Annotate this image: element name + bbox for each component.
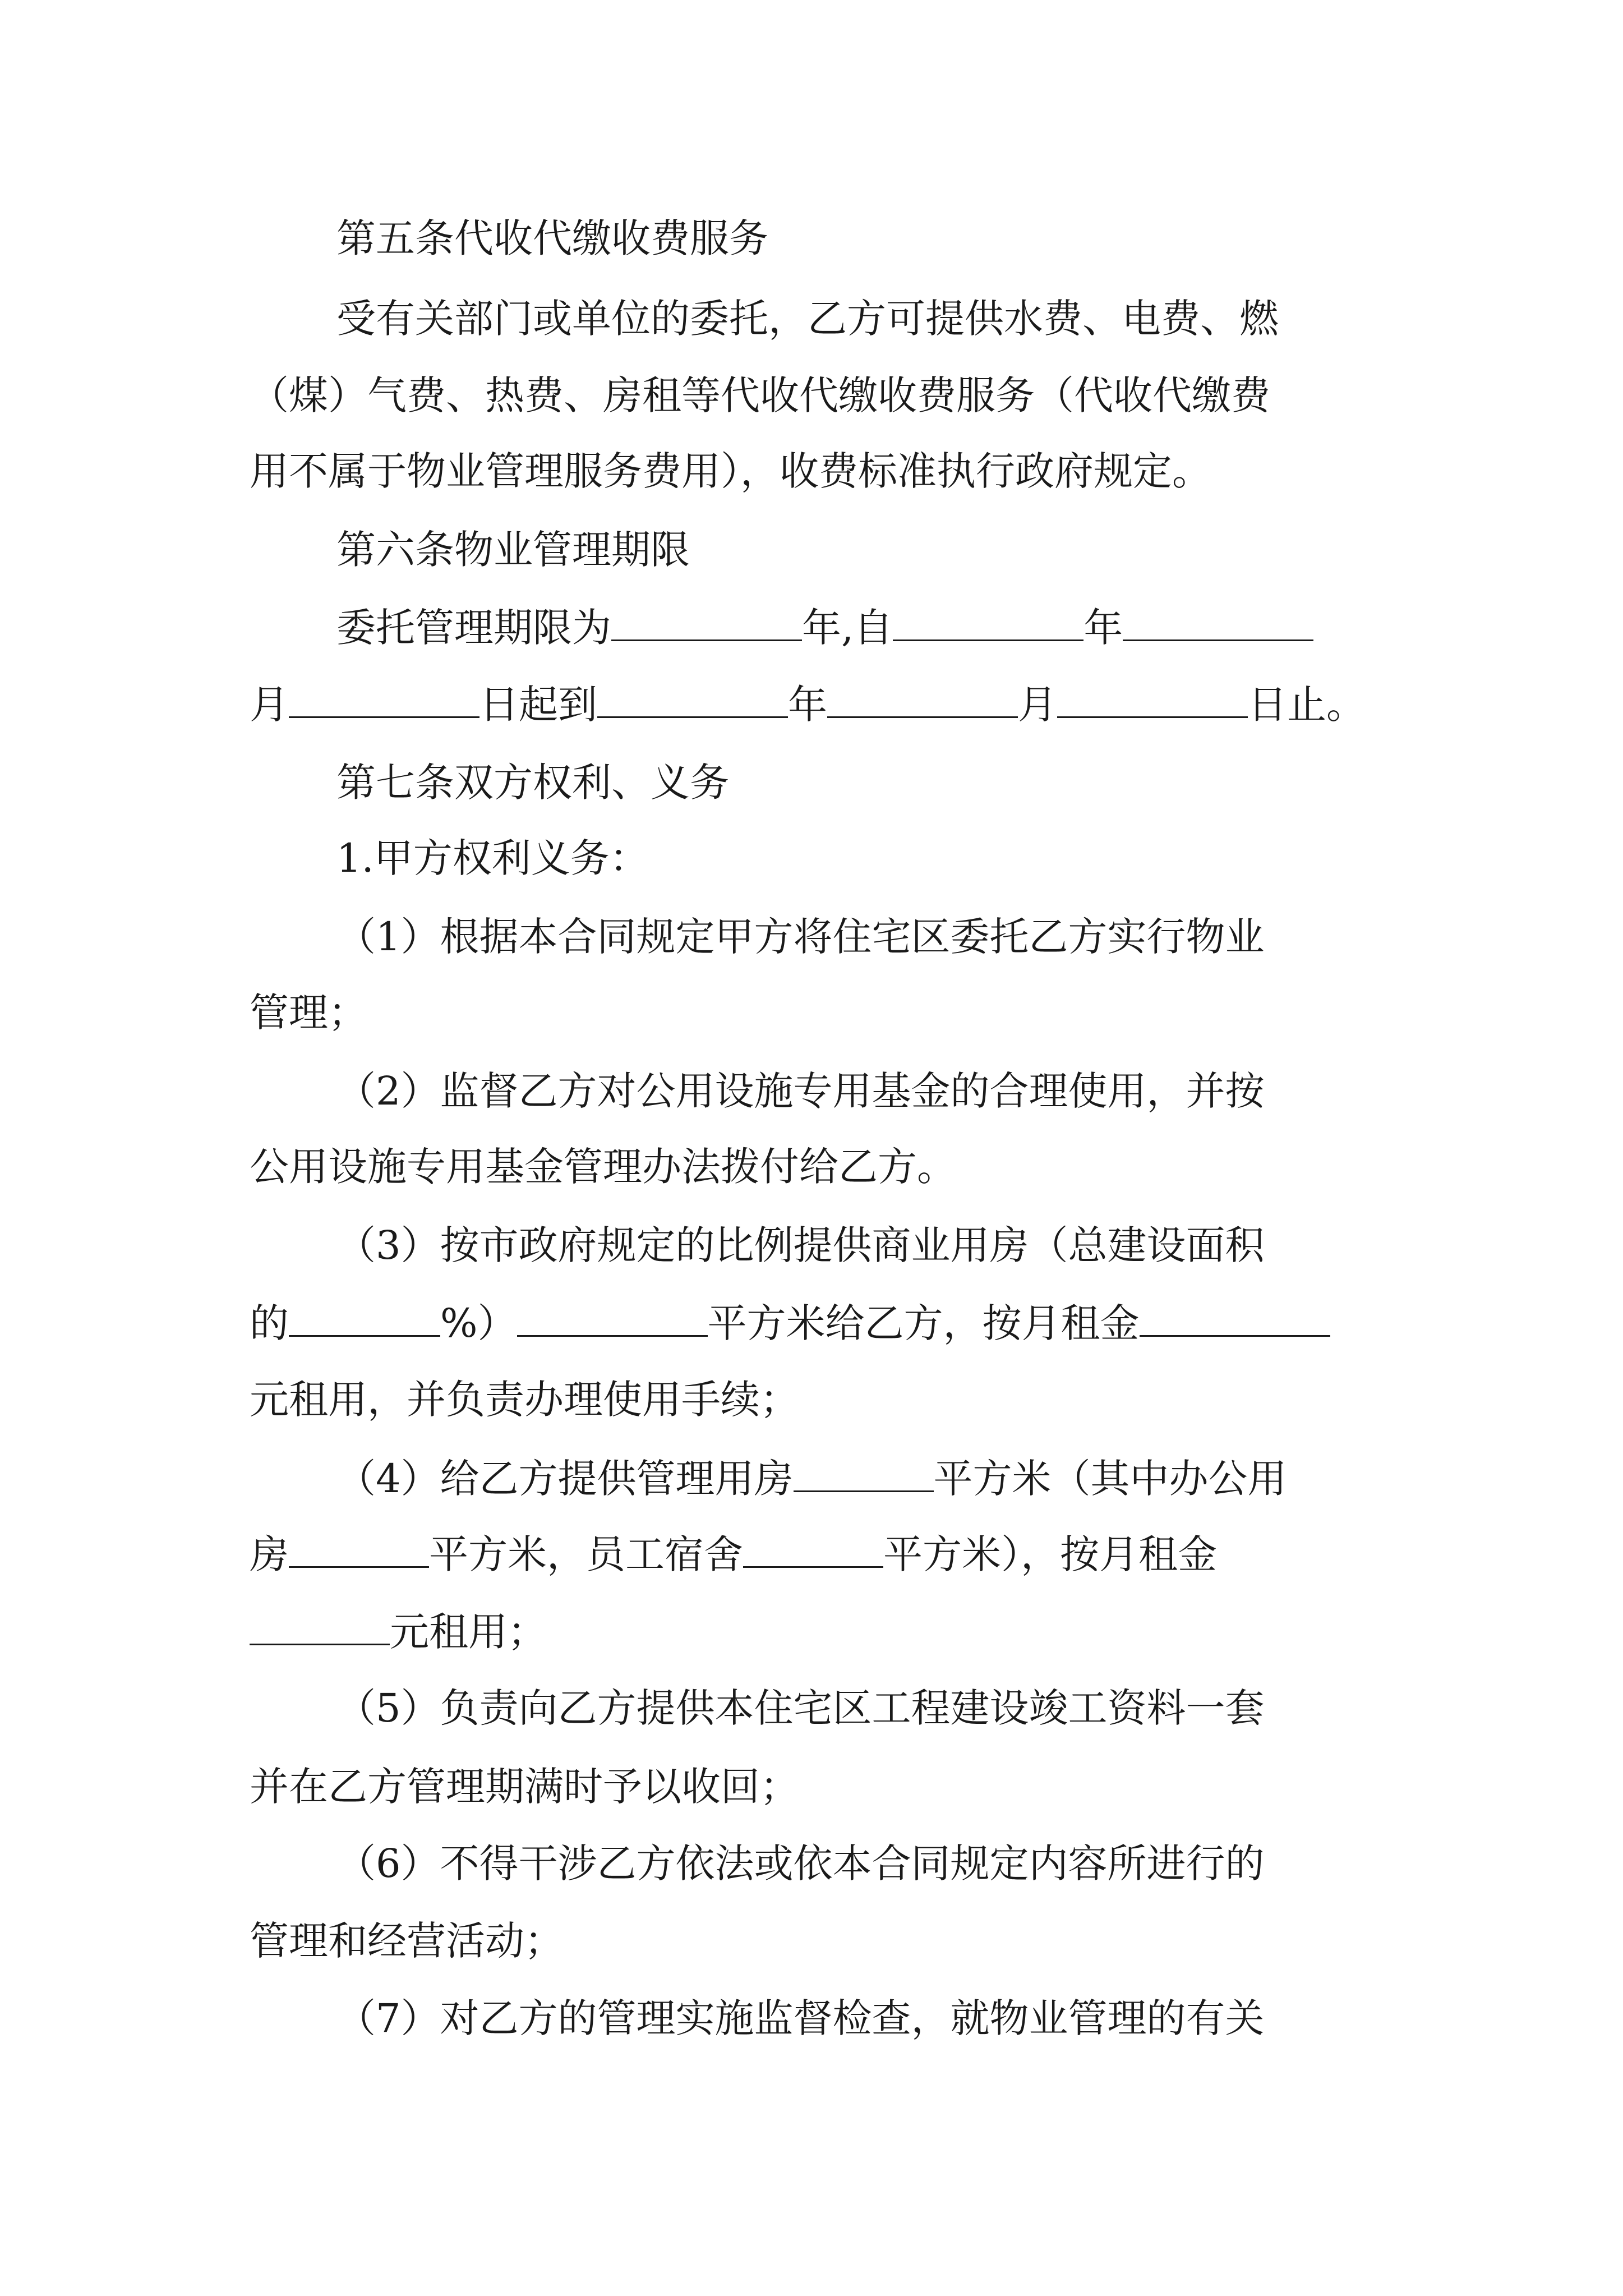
article-5-heading: 第五条代收代缴收费服务 <box>336 215 768 261</box>
term-text: 月 <box>250 682 289 728</box>
clause-text: 平方米给乙方，按月租金 <box>707 1300 1140 1346</box>
clause-line: （5）负责向乙方提供本住宅区工程建设竣工资料一套 <box>336 1685 1265 1731</box>
term-line <box>250 682 1366 727</box>
clause-line: 管理； <box>250 990 367 1036</box>
clause-text: 房 <box>250 1531 289 1577</box>
start-year-blank[interactable] <box>893 605 1083 641</box>
paragraph-line: （煤）气费、热费、房租等代收代缴收费服务（代收代缴费 <box>250 372 1270 418</box>
end-year-blank[interactable] <box>597 682 788 718</box>
end-month-blank[interactable] <box>827 682 1018 718</box>
percent-blank[interactable] <box>289 1300 440 1337</box>
dorm-area-blank[interactable] <box>743 1531 883 1568</box>
term-label: 委托管理期限为 <box>336 605 611 651</box>
clause-line: 元租用，并负责办理使用手续； <box>250 1377 799 1423</box>
monthly-rent-blank[interactable] <box>250 1609 390 1645</box>
rent-blank[interactable] <box>1140 1300 1330 1337</box>
clause-line: （7）对乙方的管理实施监督检查，就物业管理的有关 <box>336 1995 1265 2041</box>
clause-line <box>250 1609 547 1654</box>
term-line <box>336 605 1313 650</box>
clause-line: （3）按市政府规定的比例提供商业用房（总建设面积 <box>336 1222 1265 1268</box>
clause-text: 平方米，员工宿舍 <box>429 1531 743 1577</box>
term-text: 月 <box>1018 682 1057 728</box>
years-blank[interactable] <box>611 605 802 641</box>
clause-text: （4）给乙方提供管理用房 <box>336 1456 794 1502</box>
term-text: 年 <box>788 682 827 728</box>
clause-line <box>250 1300 1330 1346</box>
clause-line <box>336 1456 1287 1501</box>
start-month-blank[interactable] <box>1123 605 1313 641</box>
term-text: 年 <box>1083 605 1123 651</box>
paragraph-line: 受有关部门或单位的委托，乙方可提供水费、电费、燃 <box>336 296 1279 342</box>
article-6-heading: 第六条物业管理期限 <box>336 527 690 573</box>
clause-line: （1）根据本合同规定甲方将住宅区委托乙方实行物业 <box>336 914 1265 960</box>
start-day-blank[interactable] <box>289 682 479 718</box>
clause-line: 管理和经营活动； <box>250 1918 564 1964</box>
subheading: 1.甲方权利义务： <box>336 835 649 881</box>
area-blank[interactable] <box>517 1300 708 1337</box>
term-text: 年,自 <box>802 605 893 651</box>
term-text: 日止。 <box>1248 682 1366 728</box>
clause-text: 元租用； <box>390 1609 547 1655</box>
clause-text: %） <box>440 1300 517 1346</box>
clause-line <box>250 1531 1217 1577</box>
mgmt-room-area-blank[interactable] <box>794 1456 934 1492</box>
term-text: 日起到 <box>479 682 597 728</box>
clause-text: 平方米（其中办公用 <box>933 1456 1287 1502</box>
clause-text: 的 <box>250 1300 289 1346</box>
clause-line: （6）不得干涉乙方依法或依本合同规定内容所进行的 <box>336 1841 1265 1887</box>
article-7-heading: 第七条双方权利、义务 <box>336 760 729 806</box>
clause-line: （2）监督乙方对公用设施专用基金的合理使用，并按 <box>336 1068 1265 1114</box>
office-area-blank[interactable] <box>289 1531 429 1568</box>
paragraph-line: 用不属于物业管理服务费用），收费标准执行政府规定。 <box>250 448 1211 494</box>
clause-line: 公用设施专用基金管理办法拨付给乙方。 <box>250 1144 956 1190</box>
clause-line: 并在乙方管理期满时予以收回； <box>250 1764 799 1810</box>
end-day-blank[interactable] <box>1057 682 1248 718</box>
clause-text: 平方米），按月租金 <box>883 1531 1217 1577</box>
